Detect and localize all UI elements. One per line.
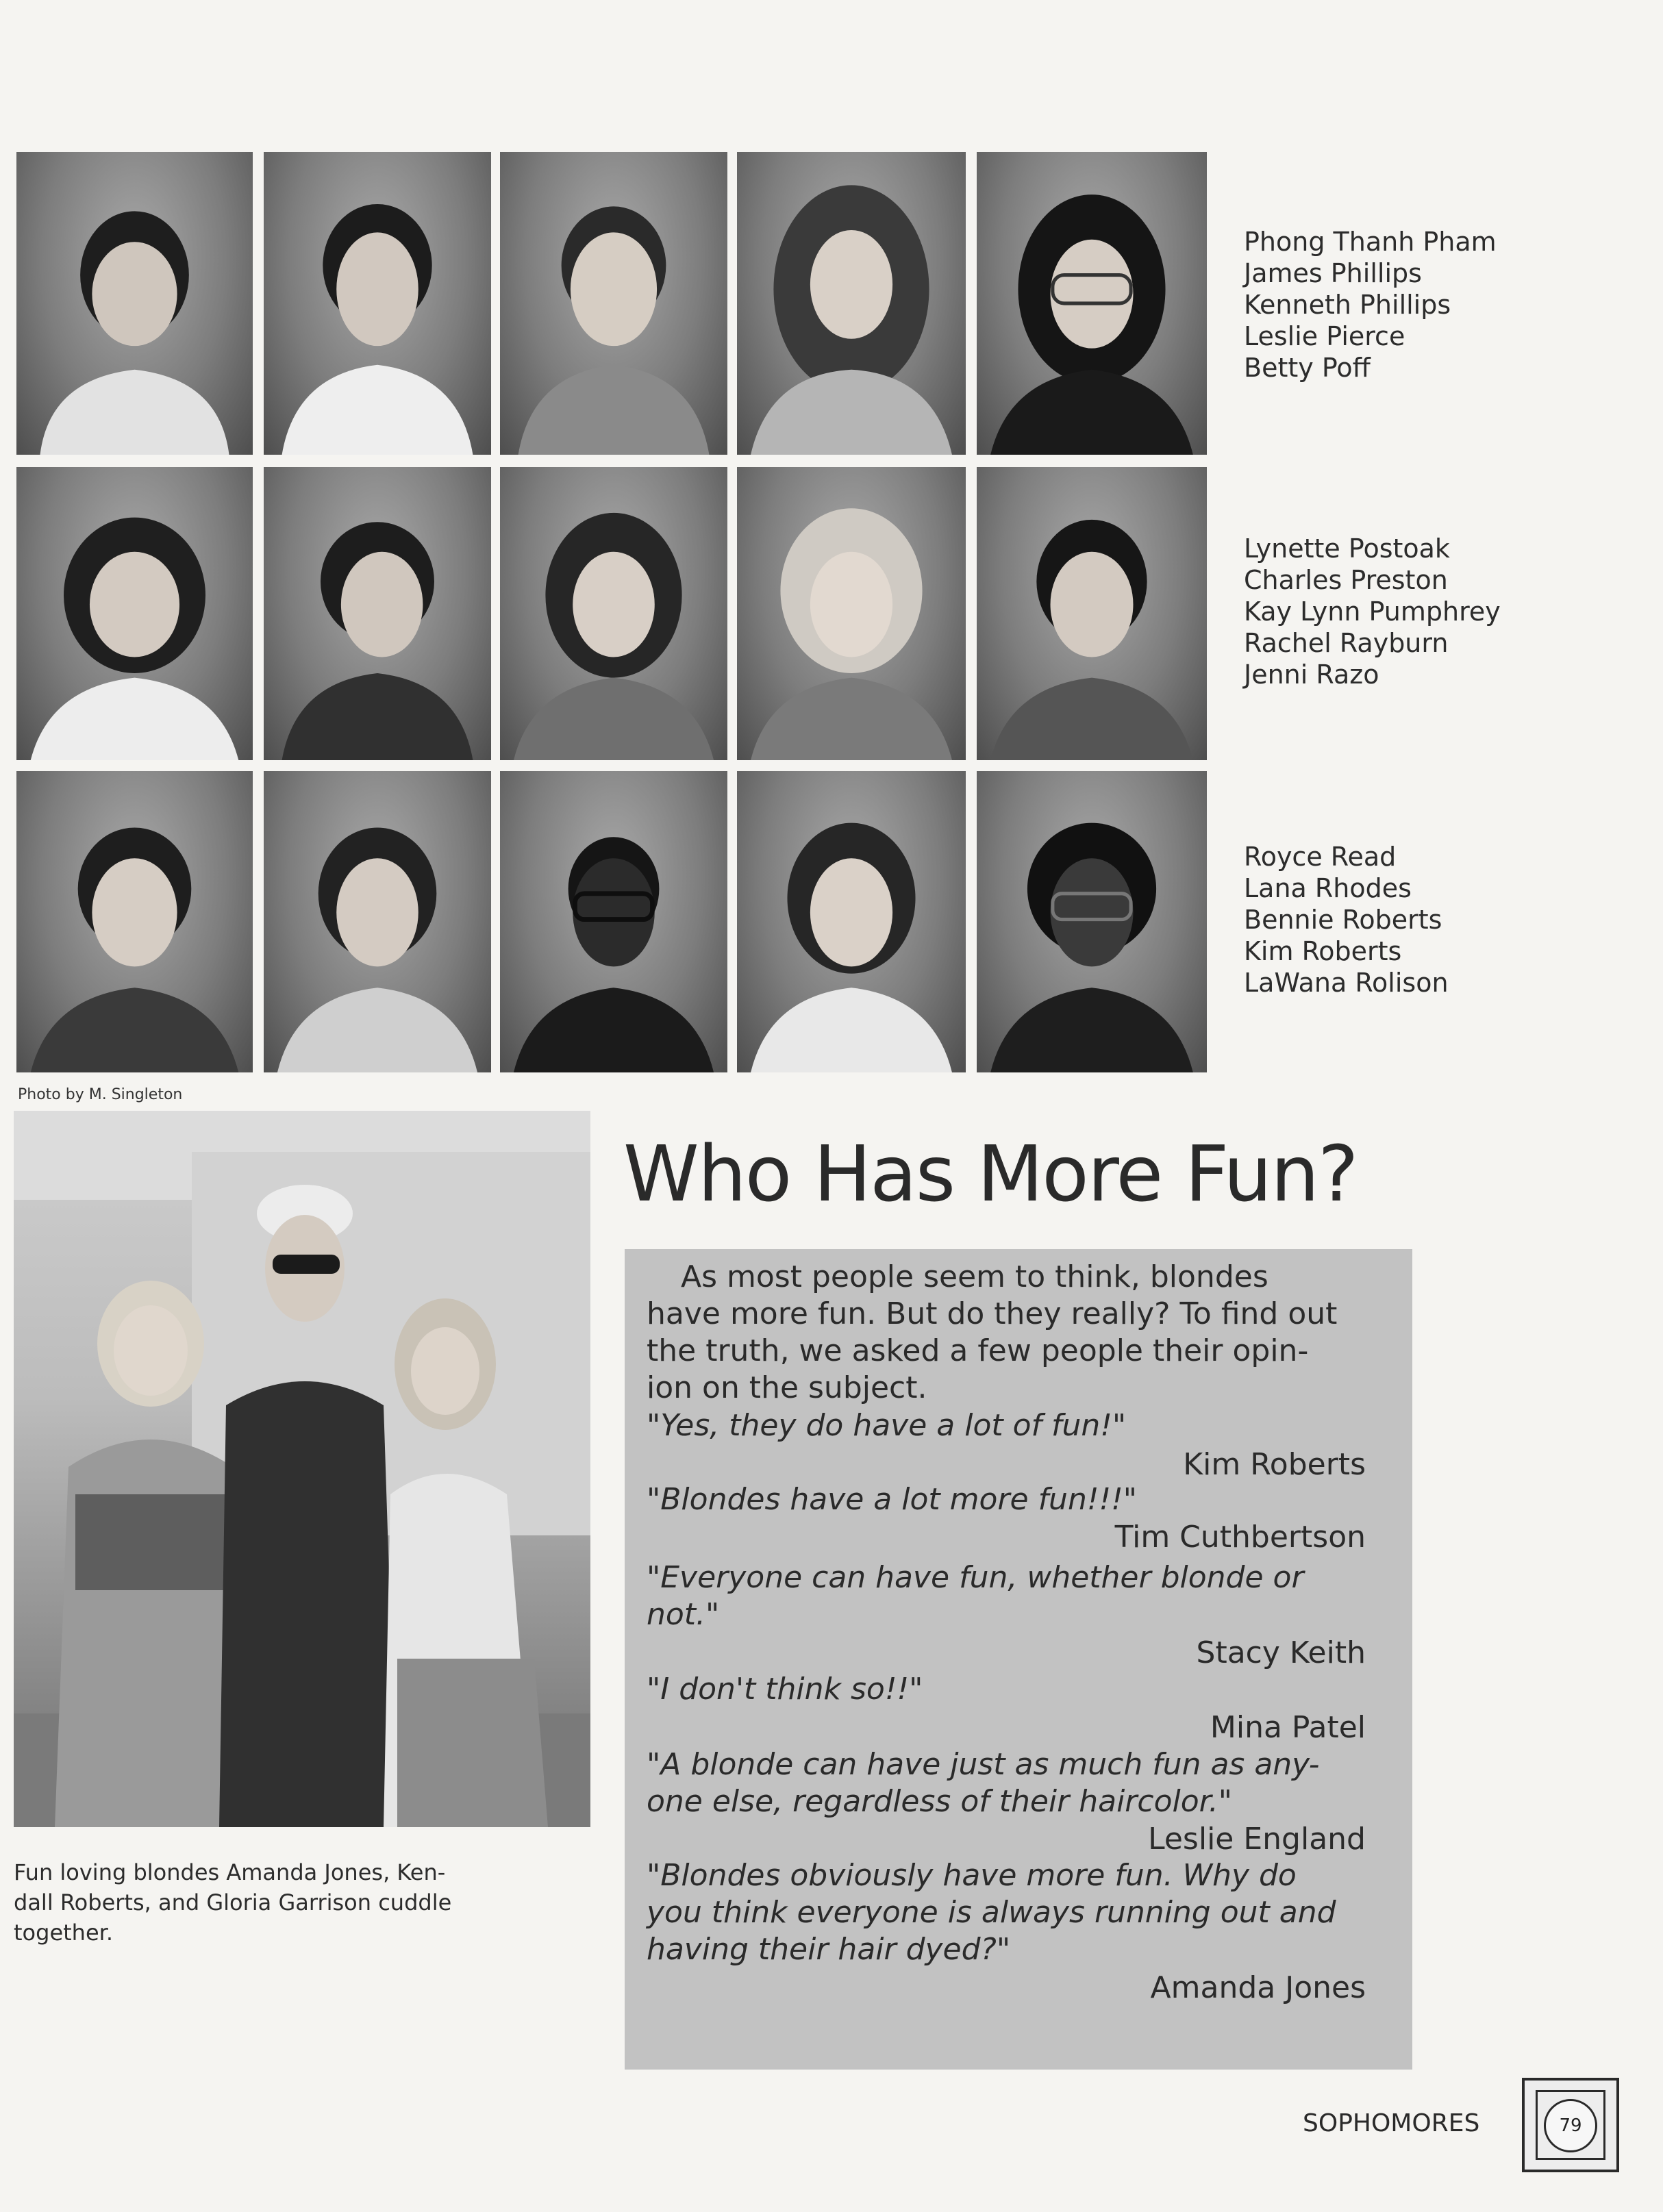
quote-author: Tim Cuthbertson xyxy=(1114,1520,1366,1555)
portrait-lynette-postoak xyxy=(16,467,253,760)
portrait-kay-lynn-pumphrey xyxy=(500,467,727,760)
student-name: Kay Lynn Pumphrey xyxy=(1244,596,1501,627)
quote-text xyxy=(647,1746,1373,1820)
intro-line: the truth, we asked a few people their opin- xyxy=(647,1333,1309,1368)
quote-text xyxy=(647,1857,1373,1968)
quote-text xyxy=(647,1671,1373,1708)
quote-line: "Blondes have a lot more fun!!!" xyxy=(647,1482,1137,1517)
photo-caption xyxy=(14,1857,507,1948)
portrait-kenneth-phillips xyxy=(500,152,727,455)
student-name: Betty Poff xyxy=(1244,353,1371,383)
names-row-1 xyxy=(1244,226,1497,384)
quote-line: you think everyone is always running out and xyxy=(647,1895,1336,1930)
student-name: Charles Preston xyxy=(1244,565,1448,595)
quote-line: "Everyone can have fun, whether blonde or xyxy=(647,1560,1304,1595)
student-name: Rachel Rayburn xyxy=(1244,628,1449,658)
caption-line: dall Roberts, and Gloria Garrison cuddle xyxy=(14,1889,452,1915)
quote-author: Kim Roberts xyxy=(1183,1447,1366,1482)
portrait-lawana-rolison xyxy=(977,771,1207,1072)
portrait-leslie-pierce xyxy=(737,152,966,455)
caption-line: Fun loving blondes Amanda Jones, Ken- xyxy=(14,1859,446,1885)
quote-author: Leslie England xyxy=(1148,1822,1366,1857)
page-number: 79 xyxy=(1544,2099,1597,2152)
quote-line: not." xyxy=(647,1597,720,1632)
student-name: Leslie Pierce xyxy=(1244,321,1405,351)
student-name: Jenni Razo xyxy=(1244,659,1379,690)
student-name: Bennie Roberts xyxy=(1244,905,1442,935)
student-name: Lana Rhodes xyxy=(1244,873,1412,903)
student-name: Kenneth Phillips xyxy=(1244,290,1451,320)
caption-line: together. xyxy=(14,1920,114,1946)
student-name: Lynette Postoak xyxy=(1244,533,1450,564)
page-number-badge xyxy=(1522,2078,1619,2172)
quote-line: "Blondes obviously have more fun. Why do xyxy=(647,1858,1297,1893)
intro-line: As most people seem to think, blondes xyxy=(681,1259,1268,1294)
portrait-bennie-roberts xyxy=(500,771,727,1072)
student-name: Kim Roberts xyxy=(1244,936,1402,966)
photo-credit: Photo by M. Singleton xyxy=(18,1086,183,1103)
group-photo xyxy=(14,1111,590,1827)
portrait-royce-read xyxy=(16,771,253,1072)
quote-author: Amanda Jones xyxy=(1150,1970,1366,2005)
quote-line: "A blonde can have just as much fun as any- xyxy=(647,1747,1320,1782)
portrait-lana-rhodes xyxy=(264,771,491,1072)
portrait-james-phillips xyxy=(264,152,491,455)
intro-line: have more fun. But do they really? To find out xyxy=(647,1296,1338,1331)
quote-line: one else, regardless of their haircolor." xyxy=(647,1784,1232,1819)
portrait-jenni-razo xyxy=(977,467,1207,760)
names-row-3 xyxy=(1244,841,1449,998)
portrait-betty-poff xyxy=(977,152,1207,455)
student-name: James Phillips xyxy=(1244,258,1422,288)
quote-line: "I don't think so!!" xyxy=(647,1672,923,1707)
names-row-2 xyxy=(1244,533,1501,690)
intro-paragraph xyxy=(647,1259,1373,1407)
quote-text xyxy=(647,1559,1373,1633)
quote-line: "Yes, they do have a lot of fun!" xyxy=(647,1408,1127,1443)
portrait-rachel-rayburn xyxy=(737,467,966,760)
student-name: Royce Read xyxy=(1244,842,1397,872)
portrait-kim-roberts xyxy=(737,771,966,1072)
student-name: Phong Thanh Pham xyxy=(1244,227,1497,257)
quote-author: Mina Patel xyxy=(1210,1710,1366,1745)
portrait-phong-thanh-pham xyxy=(16,152,253,455)
quote-text xyxy=(647,1407,1373,1444)
intro-line: ion on the subject. xyxy=(647,1370,927,1405)
quote-author: Stacy Keith xyxy=(1196,1635,1366,1670)
quote-text xyxy=(647,1481,1373,1518)
student-name: LaWana Rolison xyxy=(1244,968,1449,998)
section-label: SOPHOMORES xyxy=(1303,2109,1480,2137)
headline: Who Has More Fun? xyxy=(623,1130,1358,1219)
portrait-charles-preston xyxy=(264,467,491,760)
quote-line: having their hair dyed?" xyxy=(647,1932,1011,1967)
